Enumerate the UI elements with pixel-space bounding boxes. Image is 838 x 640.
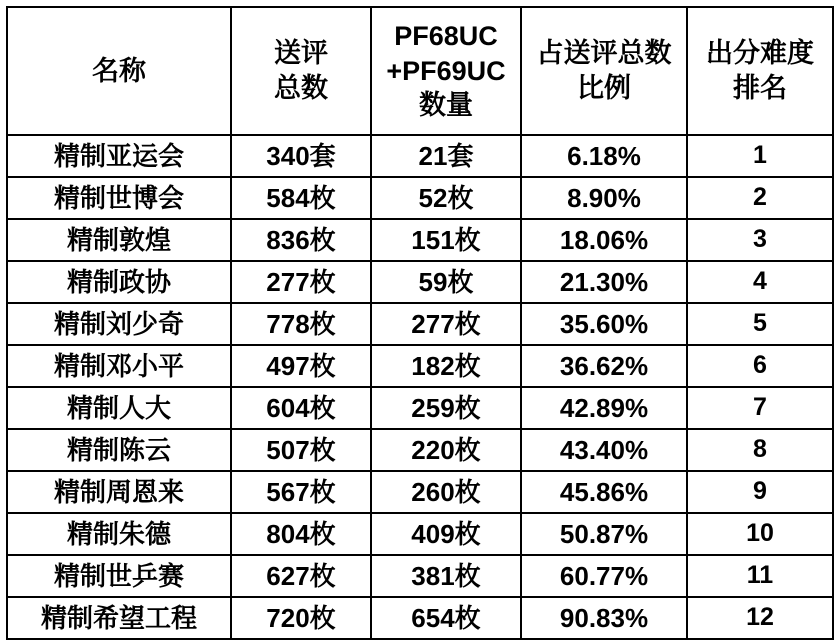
cell-count: 21套 — [371, 135, 521, 177]
cell-rank: 9 — [687, 471, 833, 513]
column-header-difficulty-rank-line-1: 出分难度 — [706, 38, 814, 69]
grading-statistics-table — [6, 6, 834, 640]
cell-rank: 7 — [687, 387, 833, 429]
cell-total: 567枚 — [231, 471, 371, 513]
cell-name: 精制周恩来 — [7, 471, 231, 513]
column-header-ratio-line-2: 比例 — [577, 73, 631, 103]
cell-count: 277枚 — [371, 303, 521, 345]
column-header-pf68-pf69-count-line-3: 数量 — [419, 90, 473, 121]
cell-name: 精制政协 — [7, 261, 231, 303]
cell-rank: 2 — [687, 177, 833, 219]
cell-total: 836枚 — [231, 219, 371, 261]
table-row — [7, 555, 833, 597]
cell-total: 584枚 — [231, 177, 371, 219]
cell-ratio: 8.90% — [521, 177, 687, 219]
table-row — [7, 303, 833, 345]
cell-total: 804枚 — [231, 513, 371, 555]
column-header-ratio-line-1: 占送评总数 — [536, 38, 672, 69]
cell-count: 59枚 — [371, 261, 521, 303]
cell-rank: 3 — [687, 219, 833, 261]
table-header-row — [7, 7, 833, 135]
cell-count: 260枚 — [371, 471, 521, 513]
cell-count: 52枚 — [371, 177, 521, 219]
column-header-pf68-pf69-count-line-2: +PF69UC — [386, 55, 506, 86]
table-row — [7, 513, 833, 555]
table-row — [7, 135, 833, 177]
cell-name: 精制邓小平 — [7, 345, 231, 387]
cell-name: 精制陈云 — [7, 429, 231, 471]
table-row — [7, 177, 833, 219]
cell-total: 627枚 — [231, 555, 371, 597]
column-header-pf68-pf69-count — [371, 7, 521, 135]
cell-ratio: 6.18% — [521, 135, 687, 177]
cell-total: 277枚 — [231, 261, 371, 303]
cell-name: 精制亚运会 — [7, 135, 231, 177]
cell-ratio: 90.83% — [521, 597, 687, 639]
cell-total: 778枚 — [231, 303, 371, 345]
table-row — [7, 471, 833, 513]
cell-name: 精制敦煌 — [7, 219, 231, 261]
cell-count: 182枚 — [371, 345, 521, 387]
cell-name: 精制人大 — [7, 387, 231, 429]
cell-ratio: 45.86% — [521, 471, 687, 513]
cell-total: 720枚 — [231, 597, 371, 639]
column-header-total-submissions — [231, 7, 371, 135]
cell-rank: 12 — [687, 597, 833, 639]
column-header-total-submissions-line-1: 送评 — [274, 38, 328, 69]
cell-rank: 4 — [687, 261, 833, 303]
column-header-difficulty-rank-line-2: 排名 — [733, 73, 787, 103]
cell-name: 精制朱德 — [7, 513, 231, 555]
cell-rank: 8 — [687, 429, 833, 471]
cell-rank: 5 — [687, 303, 833, 345]
column-header-name — [7, 7, 231, 135]
table-row — [7, 219, 833, 261]
cell-ratio: 43.40% — [521, 429, 687, 471]
table-header — [7, 7, 833, 135]
cell-rank: 1 — [687, 135, 833, 177]
column-header-total-submissions-line-2: 总数 — [274, 73, 328, 103]
cell-count: 259枚 — [371, 387, 521, 429]
table-row — [7, 261, 833, 303]
cell-ratio: 60.77% — [521, 555, 687, 597]
cell-total: 604枚 — [231, 387, 371, 429]
cell-ratio: 18.06% — [521, 219, 687, 261]
column-header-difficulty-rank — [687, 7, 833, 135]
cell-ratio: 35.60% — [521, 303, 687, 345]
column-header-ratio — [521, 7, 687, 135]
cell-count: 654枚 — [371, 597, 521, 639]
cell-total: 340套 — [231, 135, 371, 177]
cell-total: 497枚 — [231, 345, 371, 387]
cell-ratio: 50.87% — [521, 513, 687, 555]
cell-ratio: 21.30% — [521, 261, 687, 303]
cell-count: 381枚 — [371, 555, 521, 597]
cell-name: 精制世乒赛 — [7, 555, 231, 597]
cell-name: 精制希望工程 — [7, 597, 231, 639]
cell-ratio: 36.62% — [521, 345, 687, 387]
cell-rank: 6 — [687, 345, 833, 387]
cell-name: 精制世博会 — [7, 177, 231, 219]
cell-total: 507枚 — [231, 429, 371, 471]
table-row — [7, 597, 833, 639]
cell-count: 220枚 — [371, 429, 521, 471]
cell-name: 精制刘少奇 — [7, 303, 231, 345]
table-row — [7, 429, 833, 471]
cell-ratio: 42.89% — [521, 387, 687, 429]
column-header-pf68-pf69-count-line-1: PF68UC — [394, 21, 498, 52]
table-row — [7, 345, 833, 387]
cell-rank: 10 — [687, 513, 833, 555]
table-row — [7, 387, 833, 429]
column-header-name-line-1: 名称 — [92, 55, 146, 86]
table-body — [7, 135, 833, 639]
cell-count: 151枚 — [371, 219, 521, 261]
cell-rank: 11 — [687, 555, 833, 597]
cell-count: 409枚 — [371, 513, 521, 555]
